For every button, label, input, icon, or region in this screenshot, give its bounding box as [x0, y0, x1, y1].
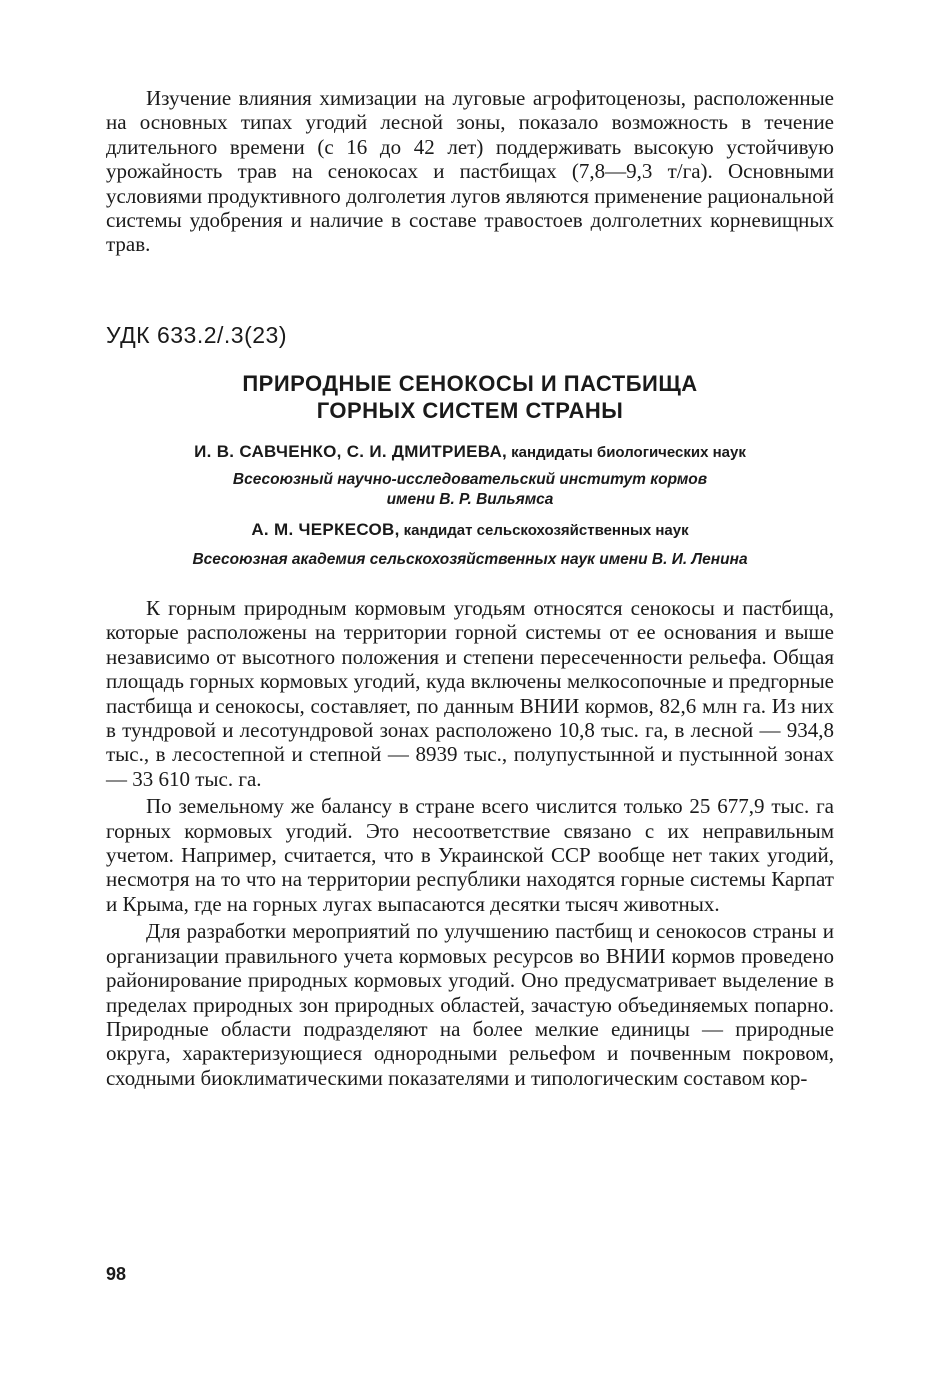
author-degree-1: кандидаты биологических наук: [511, 444, 746, 461]
intro-paragraph: Изучение влияния химизации на луговые агрофитоценозы, расположенные на основных типах угодий лесной зоны, показало возможность в течение длительного времени (с 16 до 42 лет) поддерживать высокую устойчивую урожайность трав на сенокосах и пастбищах (7,8—9,3 т/га). Основными условиями продуктивного долголетия лугов являются применение рациональной системы удобрения и наличие в составе травостоев долголетних корневищных трав.: [106, 86, 834, 257]
body-paragraph-3: Для разработки мероприятий по улучшению пастбищ и сенокосов страны и организации правильного учета кормовых ресурсов во ВНИИ кормов проведено районирование природных кормовых угодий. Оно предусматривает выделение в пределах природных зон природных областей, зачастую объединяемых попарно. Природные области подразделяют на более мелкие единицы — природные округа, характеризующиеся однородными рельефом и почвенным покровом, сходными биоклиматическими показателями и типологическим составом кор-: [106, 919, 834, 1090]
article-title-line-1: ПРИРОДНЫЕ СЕНОКОСЫ И ПАСТБИЩА: [242, 371, 698, 396]
affiliation-1-line-1: Всесоюзный научно-исследовательский институт кормов: [232, 471, 708, 488]
author-degree-2: кандидат сельскохозяйственных наук: [403, 522, 689, 539]
author-names-1: И. В. САВЧЕНКО, С. И. ДМИТРИЕВА,: [194, 442, 508, 461]
udk-code: УДК 633.2/.3(23): [106, 322, 287, 348]
affiliation-2: Всесоюзная академия сельскохозяйственных наук имени В. И. Ленина: [192, 551, 748, 568]
article-title: [106, 370, 834, 424]
article-title-line-2: ГОРНЫХ СИСТЕМ СТРАНЫ: [316, 398, 624, 423]
author-names-2: А. М. ЧЕРКЕСОВ,: [251, 520, 400, 539]
affiliation-1-line-2: имени В. Р. Вильямса: [386, 491, 554, 508]
page-number: 98: [106, 1264, 127, 1284]
affiliation-1: [106, 470, 834, 510]
author-line-1: [106, 442, 834, 463]
body-paragraph-2: По земельному же балансу в стране всего числится только 25 677,9 тыс. га горных кормовых угодий. Это несоответствие связано с их неправильным учетом. Например, считается, что в Украинской ССР вообще нет таких угодий, несмотря на то что на территории республики находятся горные системы Карпат и Крыма, где на горных лугах выпасаются десятки тысяч животных.: [106, 794, 834, 916]
author-line-2: [106, 520, 834, 541]
body-paragraph-1: К горным природным кормовым угодьям относятся сенокосы и пастбища, которые расположены на территории горной системы от ее основания и выше независимо от высотного положения и степени пересеченности рельефа. Общая площадь горных кормовых угодий, куда включены мелкосопочные и предгорные пастбища и сенокосы, составляет, по данным ВНИИ кормов, 82,6 млн га. Из них в тундровой и лесотундровой зонах расположено 10,8 тыс. га, в лесной — 934,8 тыс., в лесостепной и степной — 8939 тыс., полупустынной и пустынной зонах — 33 610 тыс. га.: [106, 596, 834, 791]
intro-section: [106, 86, 834, 257]
article-body: [106, 596, 834, 1090]
